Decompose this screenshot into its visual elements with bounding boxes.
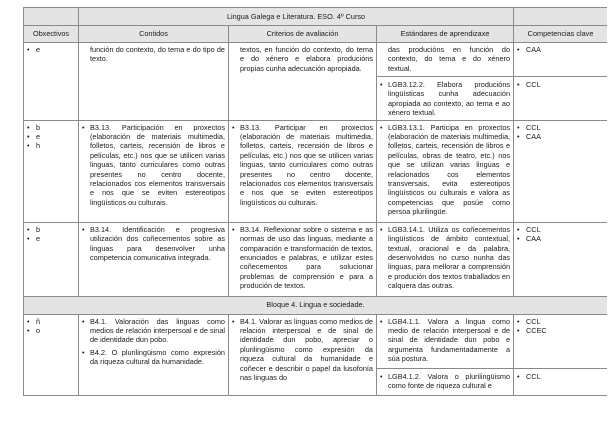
list-item: • b <box>27 123 75 132</box>
criterios-text: • B3.14. Reflexionar sobre o sistema e as normas de uso das linguas, mediante a comparación e transformación de textos, enunciados e palabras, e utilizar estes coñecementos para solucionar problemas de comprensión e para a produción de textos. <box>232 225 373 291</box>
contidos-text: • B4.2. O plurilingüismo como expresión da riqueza cultural da humanidade. <box>82 348 225 367</box>
title-spacer-cell <box>514 8 607 26</box>
criterios-text: textos, en función do contexto, do tema e do xénero e elabora producións propias cunha adecuación apropiada. <box>240 45 373 73</box>
contidos-cell <box>79 43 229 121</box>
obxectivos-cell <box>24 314 79 396</box>
criterios-cell <box>229 222 377 296</box>
contidos-text: • B3.14. Identificación e progresiva utilización dos coñecementos sobre as linguas para desenvolver unha competencia comunicativa integrada. <box>82 225 225 263</box>
contidos-text: • B4.1. Valoración das linguas como medios de relación interpersoal e de sinal de identidade dun pobo. <box>82 317 225 345</box>
competencia-item: • CAA <box>517 234 604 243</box>
competencia-item: • CAA <box>517 45 604 54</box>
estandares-cell <box>377 314 514 396</box>
competencia-item: • CCL <box>517 317 604 326</box>
contidos-cell <box>79 120 229 222</box>
competencia-item: • CCL <box>517 80 604 89</box>
estandares-cell <box>377 222 514 296</box>
contidos-cell <box>79 314 229 396</box>
competencia-item: • CAA <box>517 132 604 141</box>
table-title: Lingua Galega e Literatura. ESO. 4º Curso <box>79 8 514 26</box>
estandar-text: • LGB3.13.1. Participa en proxectos (elaboración de materiais multimedia, folletos, carteis, recensión de libros e películas, obras de teatro, etc.) nos que se utilizan varias linguas e relacionados cos elementos transversais, evita estereotipos lingüísticos ou culturais e valora as competencias que posúe como persoa plurilingüe. <box>380 123 510 217</box>
estandar-text: • LGB4.1.2. Valora o plurilingüismo como fonte de riqueza cultural e <box>380 372 510 391</box>
section-title: Bloque 4. Lingua e sociedade. <box>24 296 608 314</box>
list-item: • h <box>27 141 75 150</box>
table-row <box>24 43 608 121</box>
curriculum-table <box>23 7 607 396</box>
competencias-cell <box>514 120 607 222</box>
competencia-item: • CCL <box>517 123 604 132</box>
table-title-row <box>24 8 608 26</box>
header-contidos: Contidos <box>79 26 229 43</box>
list-item: • e <box>27 45 75 54</box>
section-header-row <box>24 296 608 314</box>
table-row <box>24 222 608 296</box>
criterios-cell <box>229 314 377 396</box>
competencias-cell <box>514 222 607 296</box>
table-row <box>24 314 608 396</box>
estandar-text: LGB3.12.2. Elabora producións lingüísticas cunha adecuación apropiada ao contexto, ao tema e ao xénero textual. <box>388 80 511 118</box>
estandar-text: • LGB3.14.1. Utiliza os coñecementos lingüísticos de ámbito contextual, textual, oracional e da palabra, desenvolvidos no curso nunha das linguas, para mellorar a comprensión e produción dos textos traballados en calquera das outras. <box>380 225 510 291</box>
curriculum-page <box>23 7 607 422</box>
contidos-text: • B3.13. Participación en proxectos (elaboración de materiais multimedia, folletos, carteis, recensión de libros e películas, etc.) nos que se utilicen varias linguas, tanto curriculares como outras presentes no centro docente, relacionados cos elementos transversais e nos que se eviten estereotipos lingüísticos ou culturais. <box>82 123 225 208</box>
header-competencias: Competencias clave <box>514 26 607 43</box>
list-item: • e <box>27 234 75 243</box>
header-obxectivos: Obxectivos <box>24 26 79 43</box>
column-header-row <box>24 26 608 43</box>
estandar-text: • LGB4.1.1. Valora a lingua como medio de relación interpersoal e de sinal de identidade dun pobo e argumenta fundamentadamente a súa postura. <box>380 317 510 364</box>
criterios-text: • B3.13. Participar en proxectos (elaboración de materiais multimedia, folletos, carteis, recensión de libros e películas, etc.) nos que se utilicen varias linguas, tanto curriculares como outras presentes no centro docente, relacionados cos elementos transversais e nos que se eviten estereotipos lingüísticos ou culturais. <box>232 123 373 208</box>
contidos-text: función do contexto, do tema e do tipo de texto. <box>90 45 225 64</box>
criterios-text: • B4.1. Valorar as linguas como medios de relación interpersoal e de sinal de identidade dun pobo, apreciar o plurilingüismo como expresión da riqueza cultural da humanidade e coñecer e describir o papel da lusofonía nas linguas do <box>232 317 373 383</box>
obxectivos-cell <box>24 120 79 222</box>
competencia-item: • CCL <box>517 225 604 234</box>
list-item: • b <box>27 225 75 234</box>
competencia-item: • CCL <box>517 372 604 381</box>
obxectivos-cell <box>24 43 79 121</box>
criterios-cell <box>229 120 377 222</box>
contidos-cell <box>79 222 229 296</box>
competencias-cell <box>514 314 607 396</box>
list-item: • e <box>27 132 75 141</box>
competencia-item: • CCEC <box>517 326 604 335</box>
header-estandares: Estándares de aprendizaxe <box>377 26 514 43</box>
competencias-cell <box>514 43 607 121</box>
estandares-cell <box>377 43 514 121</box>
criterios-cell <box>229 43 377 121</box>
estandar-text: das producións en función do contexto, do tema e do xénero textual. <box>388 45 511 73</box>
estandares-cell <box>377 120 514 222</box>
list-item: • o <box>27 326 75 335</box>
header-criterios: Criterios de avaliación <box>229 26 377 43</box>
bullet: • <box>380 80 383 89</box>
obxectivos-cell <box>24 222 79 296</box>
title-spacer-cell <box>24 8 79 26</box>
table-row <box>24 120 608 222</box>
list-item: • ñ <box>27 317 75 326</box>
